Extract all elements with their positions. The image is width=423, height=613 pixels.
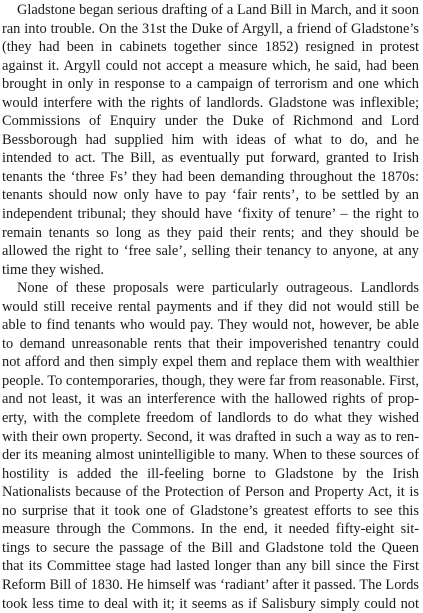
- text-line: remain tenants so long as they paid their rents; and they should be: [2, 224, 419, 243]
- paragraph-2: [2, 279, 419, 613]
- text-line: (they had been in cabinets together since 1852) resigned in protest: [2, 38, 419, 57]
- paragraph-1: [2, 1, 419, 279]
- text-line: ran into trouble. On the 31st the Duke of Argyll, a friend of Gladstone’s: [2, 20, 419, 39]
- text-line: took less time to deal with it; it seems as if Salisbury simply could not: [2, 595, 419, 613]
- text-line: None of these proposals were particularly outrageous. Landlords: [2, 279, 419, 298]
- text-line: Gladstone began serious drafting of a Land Bill in March, and it soon: [2, 1, 419, 20]
- text-line: Reform Bill of 1830. He himself was ‘radiant’ after it passed. The Lords: [2, 576, 419, 595]
- text-line: erty, with the complete freedom of landlords to do what they wished: [2, 409, 419, 428]
- text-line: tenants should now only have to pay ‘fair rents’, to be settled by an: [2, 186, 419, 205]
- text-line: brought in only in response to a campaign of terrorism and one which: [2, 75, 419, 94]
- text-line: able to find tenants who would pay. They would not, however, be able: [2, 316, 419, 335]
- text-line: measure through the Commons. In the end, it needed fifty-eight sit-: [2, 520, 419, 539]
- text-line: with their own property. Second, it was drafted in such a way as to ren-: [2, 428, 419, 447]
- text-line: allowed the right to ‘free sale’, selling their tenancy to anyone, at any: [2, 242, 419, 261]
- text-line: tings to secure the passage of the Bill and Gladstone told the Queen: [2, 539, 419, 558]
- text-line: against it. Argyll could not accept a measure which, he said, had been: [2, 57, 419, 76]
- text-line: hostility is added the ill-feeling borne to Gladstone by the Irish: [2, 465, 419, 484]
- text-line: Nationalists because of the Protection of Person and Property Act, it is: [2, 483, 419, 502]
- text-line: independent tribunal; they should have ‘fixity of tenure’ – the right to: [2, 205, 419, 224]
- text-line: Bessborough had supplied him with ideas of what to do, and he: [2, 131, 419, 150]
- text-line: people. To contemporaries, though, they were far from reasonable. First,: [2, 372, 419, 391]
- text-line: der its meaning almost unintelligible to many. When to these sources of: [2, 446, 419, 465]
- text-line: would still receive rental payments and if they did not would still be: [2, 298, 419, 317]
- text-line: would interfere with the rights of landlords. Gladstone was inflexible;: [2, 94, 419, 113]
- text-line: no surprise that it took one of Gladstone’s greatest efforts to see this: [2, 502, 419, 521]
- text-line: intended to act. The Bill, as eventually put forward, granted to Irish: [2, 149, 419, 168]
- text-line: not afford and then simply expel them and replace them with wealthier: [2, 353, 419, 372]
- text-line: Commissions of Enquiry under the Duke of Richmond and Lord: [2, 112, 419, 131]
- document-page: [2, 1, 419, 613]
- text-line: to demand unreasonable rents that their impoverished tenantry could: [2, 335, 419, 354]
- text-line: tenants the ‘three Fs’ they had been demanding throughout the 1870s:: [2, 168, 419, 187]
- text-line: and not least, it was an interference with the hallowed rights of prop-: [2, 390, 419, 409]
- text-line: that its Committee stage had lasted longer than any bill since the First: [2, 557, 419, 576]
- text-line: time they wished.: [2, 261, 419, 280]
